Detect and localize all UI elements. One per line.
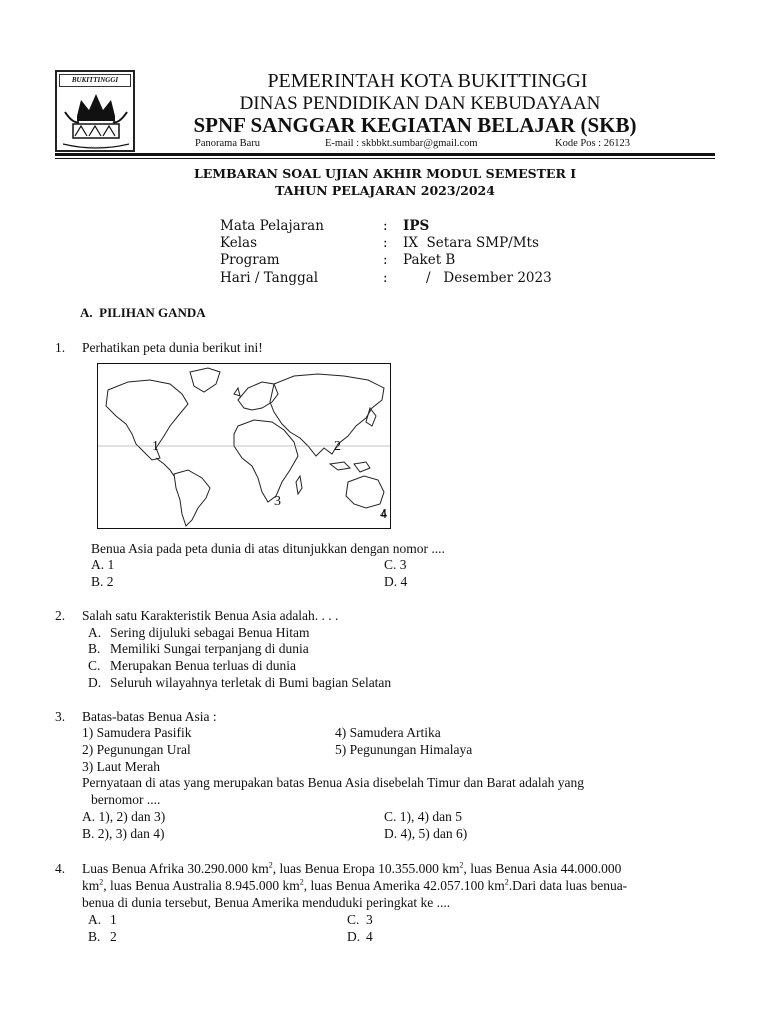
q3-option-d[interactable]: D. 4), 5) dan 6) (384, 826, 468, 841)
world-map (97, 363, 391, 529)
q2-option-c[interactable]: Merupakan Benua terluas di dunia (110, 658, 296, 673)
q2-number: 2. (55, 608, 66, 623)
q2-text: Salah satu Karakteristik Benua Asia adalah. . . . (82, 608, 339, 623)
q4-sup: 2 (299, 877, 304, 887)
header-divider-thin (55, 158, 715, 159)
q3-question-line2: bernomor .... (91, 792, 161, 807)
q3-item-3: 3) Laut Merah (82, 759, 160, 774)
q2-option-d[interactable]: Seluruh wilayahnya terletak di Bumi bagian Selatan (110, 675, 392, 690)
q3-item-1: 1) Samudera Pasifik (82, 725, 192, 740)
info-sep-class: : (383, 235, 388, 251)
map-label-3: 3 (274, 494, 281, 509)
crown-emblem-icon (59, 86, 133, 150)
q1-option-d[interactable]: D. 4 (384, 574, 408, 589)
info-sep-date: : (383, 270, 388, 286)
q3-option-a[interactable]: A. 1), 2) dan 3) (82, 809, 166, 824)
info-label-subject: Mata Pelajaran (220, 218, 324, 234)
q4-line1 (82, 861, 621, 877)
q4-option-b[interactable]: 2 (110, 929, 117, 944)
info-value-subject: IPS (403, 218, 430, 234)
section-heading: A. PILIHAN GANDA (80, 305, 206, 320)
exam-title: LEMBARAN SOAL UJIAN AKHIR MODUL SEMESTER I (193, 166, 577, 181)
q1-number: 1. (55, 340, 66, 355)
q4-option-a[interactable]: 1 (110, 912, 117, 927)
info-label-date: Hari / Tanggal (220, 270, 319, 286)
q4-sup: 2 (504, 877, 509, 887)
q2-option-a-letter: A. (88, 625, 102, 640)
header-email: E-mail : skbbkt.sumbar@gmail.com (325, 138, 478, 149)
q3-item-2: 2) Pegunungan Ural (82, 742, 191, 757)
info-label-class: Kelas (220, 235, 258, 251)
q4-line2 (82, 878, 627, 894)
q3-text: Batas-batas Benua Asia : (82, 709, 217, 724)
map-label-2: 2 (334, 439, 341, 454)
q1-text: Perhatikan peta dunia berikut ini! (82, 340, 263, 355)
q3-number: 3. (55, 709, 66, 724)
header-line3: SPNF SANGGAR KEGIATAN BELAJAR (SKB) (193, 113, 637, 137)
header-line2: DINAS PENDIDIKAN DAN KEBUDAYAAN (239, 93, 601, 114)
map-label-4: 4 (380, 507, 387, 522)
q2-option-b[interactable]: Memiliki Sungai terpanjang di dunia (110, 641, 309, 656)
q3-option-c[interactable]: C. 1), 4) dan 5 (384, 809, 462, 824)
q4-line2-a: km (82, 878, 100, 893)
q4-line1-a: Luas Benua Afrika 30.290.000 km (82, 861, 269, 876)
q4-sup: 2 (99, 877, 104, 887)
q4-line1-c: , luas Benua Asia 44.000.000 (463, 861, 622, 876)
info-value-program: Paket B (403, 252, 456, 268)
exam-year: TAHUN PELAJARAN 2023/2024 (275, 183, 495, 198)
header-postcode: Kode Pos : 26123 (555, 138, 630, 149)
q3-item-5: 5) Pegunungan Himalaya (335, 742, 473, 757)
q4-number: 4. (55, 861, 66, 876)
q2-option-b-letter: B. (88, 641, 101, 656)
q4-line1-b: , luas Benua Eropa 10.355.000 km (272, 861, 460, 876)
info-label-program: Program (220, 252, 280, 268)
q4-option-a-letter: A. (88, 912, 102, 927)
header-divider (55, 153, 715, 156)
info-sep-program: : (383, 252, 388, 268)
q4-sup: 2 (268, 860, 273, 870)
q4-option-b-letter: B. (88, 929, 101, 944)
q4-sup: 2 (459, 860, 464, 870)
q4-option-c[interactable]: 3 (366, 912, 373, 927)
q1-option-c[interactable]: C. 3 (384, 557, 407, 572)
logo-text: BUKITTINGGI (71, 76, 119, 84)
svg-text:· · · · · · · · · · ·: · · · · · · · · · · · (83, 144, 109, 149)
q3-option-b[interactable]: B. 2), 3) dan 4) (82, 826, 165, 841)
logo (55, 70, 135, 152)
info-value-date: / Desember 2023 (426, 270, 552, 286)
q1-question: Benua Asia pada peta dunia di atas ditunjukkan dengan nomor .... (91, 541, 445, 556)
q4-line2-d: .Dari data luas benua- (508, 878, 628, 893)
header-address: Panorama Baru (195, 138, 261, 149)
q2-option-d-letter: D. (88, 675, 102, 690)
map-label-1: 1 (152, 439, 159, 454)
q2-option-a[interactable]: Sering dijuluki sebagai Benua Hitam (110, 625, 310, 640)
q2-option-c-letter: C. (88, 658, 101, 673)
q4-option-d[interactable]: 4 (366, 929, 373, 944)
q4-line2-c: , luas Benua Amerika 42.057.100 km (303, 878, 505, 893)
world-map-icon (98, 364, 390, 528)
q4-option-d-letter: D. (347, 929, 361, 944)
q4-option-c-letter: C. (347, 912, 360, 927)
header-line1: PEMERINTAH KOTA BUKITTINGGI (267, 70, 588, 92)
q4-line2-b: , luas Benua Australia 8.945.000 km (103, 878, 300, 893)
q3-question-line1: Pernyataan di atas yang merupakan batas Benua Asia disebelah Timur dan Barat adalah yang (82, 775, 584, 790)
q3-item-4: 4) Samudera Artika (335, 725, 441, 740)
info-sep-subject: : (383, 218, 388, 234)
q1-option-b[interactable]: B. 2 (91, 574, 114, 589)
q4-line3: benua di dunia tersebut, Benua Amerika menduduki peringkat ke .... (82, 895, 451, 910)
q1-option-a[interactable]: A. 1 (91, 557, 115, 572)
info-value-class: IX Setara SMP/Mts (403, 235, 539, 251)
